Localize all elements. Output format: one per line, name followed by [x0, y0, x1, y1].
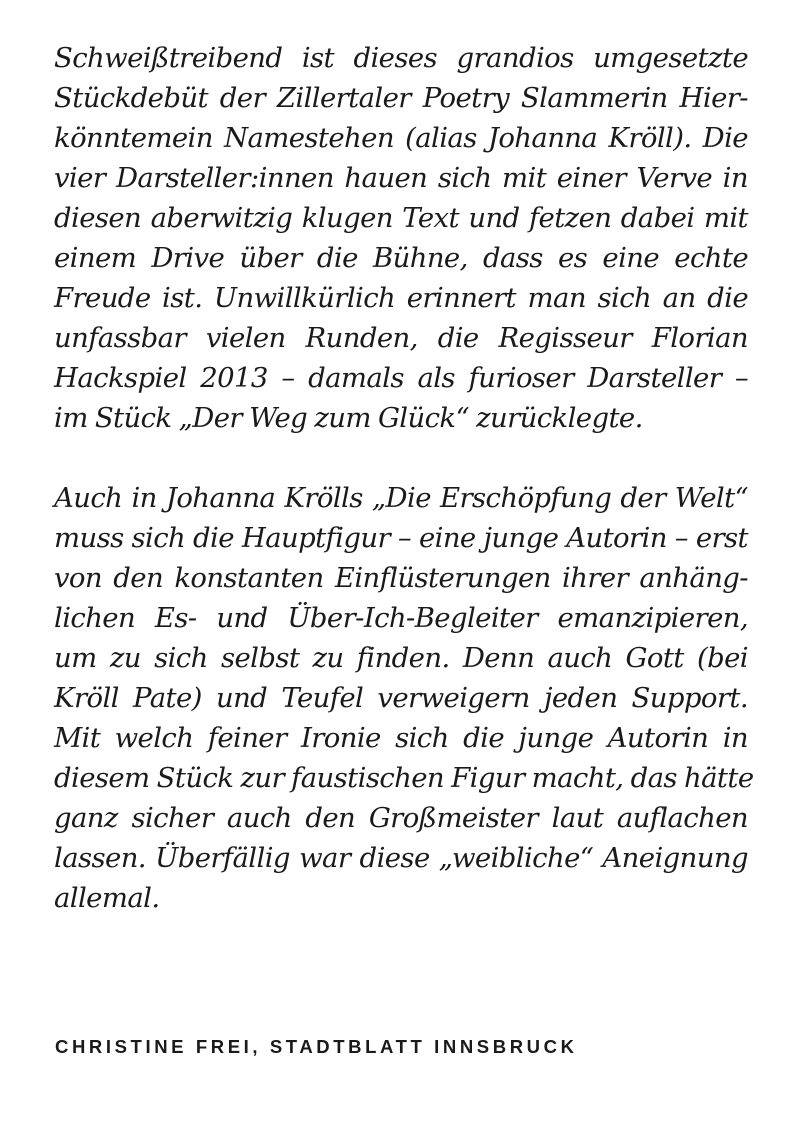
- text-line: muss sich die Hauptfigur – eine junge Autorin – erst: [54, 522, 748, 554]
- text-line: lichen Es- und Über-Ich-Begleiter emanzipieren,: [54, 602, 748, 634]
- review-paragraph-1: [54, 38, 748, 438]
- text-line: um zu sich selbst zu finden. Denn auch Gott (bei: [54, 642, 748, 674]
- text-line: Kröll Pate) und Teufel verweigern jeden Support.: [54, 682, 748, 714]
- text-line: Stückdebüt der Zillertaler Poetry Slammerin Hier-: [54, 82, 748, 114]
- text-line: einem Drive über die Bühne, dass es eine echte: [54, 242, 748, 274]
- text-line: könntemein Namestehen (alias Johanna Kröll). Die: [54, 122, 748, 154]
- text-line: von den konstanten Einflüsterungen ihrer anhäng-: [54, 562, 748, 594]
- review-paragraph-2: [54, 478, 754, 918]
- text-line: Hackspiel 2013 – damals als furioser Darsteller –: [54, 362, 748, 394]
- text-line: diesem Stück zur faustischen Figur macht, das hätte: [54, 762, 754, 794]
- text-line: allemal.: [54, 882, 160, 914]
- text-line: Mit welch feiner Ironie sich die junge Autorin in: [54, 722, 748, 754]
- text-line: Schweißtreibend ist dieses grandios umgesetzte: [54, 42, 748, 74]
- text-line: lassen. Überfällig war diese „weibliche“ Aneignung: [54, 842, 748, 874]
- review-quote-block: [54, 38, 754, 918]
- text-line: im Stück „Der Weg zum Glück“ zurücklegte.: [54, 402, 643, 434]
- review-credit: CHRISTINE FREI, STADTBLATT INNSBRUCK: [55, 1036, 578, 1057]
- text-line: vier Darsteller:innen hauen sich mit einer Verve in: [54, 162, 748, 194]
- text-line: Auch in Johanna Krölls „Die Erschöpfung der Welt“: [54, 482, 748, 514]
- text-line: diesen aberwitzig klugen Text und fetzen dabei mit: [54, 202, 748, 234]
- text-line: ganz sicher auch den Großmeister laut auflachen: [54, 802, 748, 834]
- text-line: unfassbar vielen Runden, die Regisseur Florian: [54, 322, 748, 354]
- text-line: Freude ist. Unwillkürlich erinnert man sich an die: [54, 282, 748, 314]
